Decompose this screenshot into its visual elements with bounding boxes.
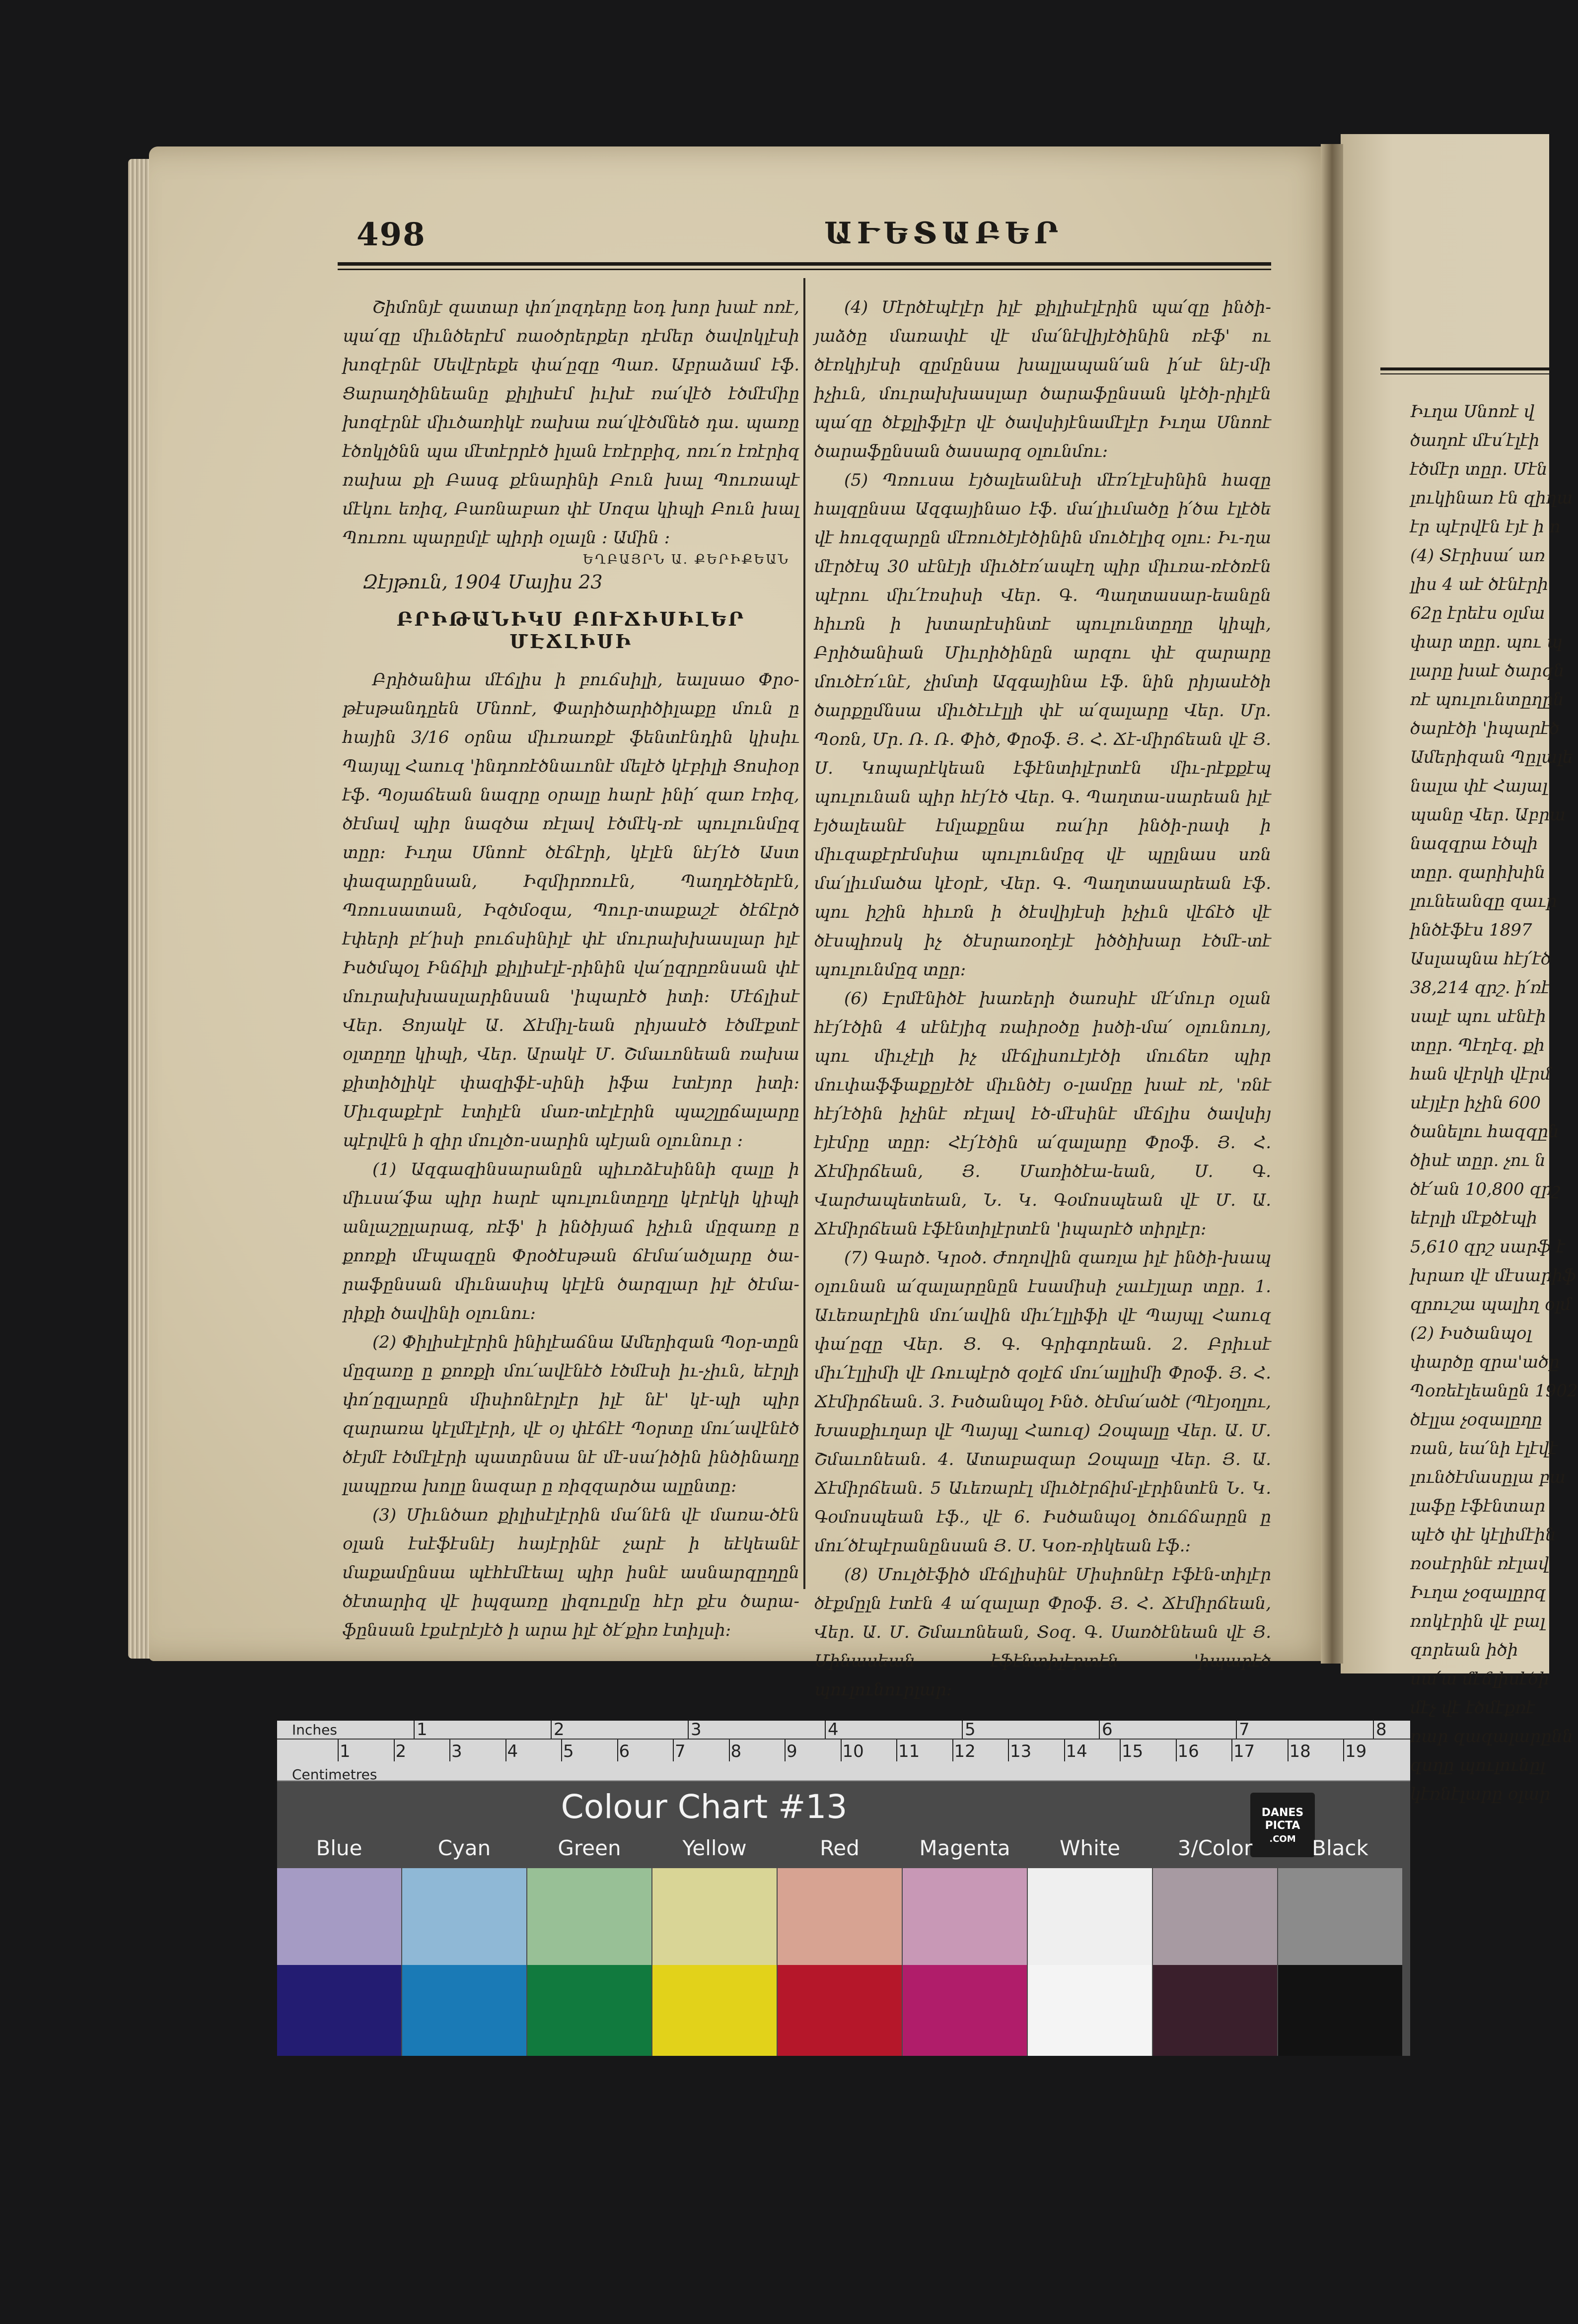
cm-tick: [1008, 1740, 1009, 1761]
facing-line: ինծէֆէս 1897: [1410, 920, 1532, 940]
facing-line: (2) Իսծանպօլ: [1410, 1323, 1532, 1343]
inch-tick-label: 5: [965, 1720, 976, 1740]
swatch-dark-white: [1028, 1965, 1152, 2056]
facing-line: հան վէրկի վէրմ: [1410, 1064, 1551, 1084]
facing-line: եէրլի մէքծէպի: [1410, 1208, 1537, 1228]
facing-line: ծաղոէ մէս՛էլէի: [1410, 431, 1540, 450]
facing-line: մէչ վէ էծմէքռէ: [1410, 1698, 1535, 1718]
facing-line: Իւղա չօզալըրզ: [1410, 1583, 1546, 1602]
cm-tick-label: 3: [451, 1742, 462, 1761]
cm-tick: [841, 1740, 842, 1761]
facing-line: փար տըր. պու պ: [1410, 632, 1563, 652]
inch-tick-label: 1: [417, 1720, 428, 1740]
cm-tick: [1231, 1740, 1232, 1761]
column-rule: [803, 278, 805, 1589]
facing-line: ծէ՛ան 10,800 զրշ: [1410, 1179, 1560, 1199]
facing-line: պանը Վեր. Աբրա: [1410, 805, 1566, 825]
cm-tick-label: 5: [563, 1742, 574, 1761]
swatch-light-yellow: [652, 1868, 777, 1965]
facing-line: զսղը պուլունըլ: [1410, 1755, 1546, 1775]
paragraph: (8) Մուլծէֆիծ մէճլիսինէ Միսիոնէր էֆէն-տիլէր ծէքմըլն էտէն 4 ա՛զալար Փրօֆ. Յ. Հ. Ճէմիրճեան, Վեր. Ա. Մ. Շմաւոնեան, Տօզ. Գ. Սառծէնեան վէ Յ. Մինասեան էֆէնտիլէրտէն 'իպարէծ պուլունուրլար։: [814, 1565, 1271, 1700]
right-column: [814, 293, 1271, 1704]
facing-line: զրուշա պալիղ օլմ: [1410, 1295, 1572, 1314]
logo-sub: .COM: [1269, 1834, 1296, 1844]
swatch-light-magenta: [903, 1868, 1027, 1965]
swatch-label: Green: [558, 1836, 621, 1860]
facing-line: նազզրա էծպի: [1410, 834, 1538, 854]
cm-tick: [1288, 1740, 1289, 1761]
cm-tick-label: 16: [1177, 1742, 1199, 1761]
running-head: ԱՒԵՏԱԲԵՐ: [824, 216, 1064, 251]
cm-tick: [338, 1740, 339, 1761]
paragraph: (5) Պռուսա էյծալեանէսի մէռ՛էլէսինին հազը հալզընսա Ազգայինաօ էֆ. մա՛լիւմածը ի՛ծա էլէծե վէ հուզզարըն մէռուծէյէծինին մուծէլիզ օլու։ Իւ-ղա մէրծէպ 30 սէնէյի միւծէռ՛ապէղ պիր միւռա-ռէծռէն պէրու միւ՛էռսիսի Վեր. Գ. Պաղտասար-եանըն հիւռն ի խտարէսինտէ պուլունտըղը կիպի, Բրիծանիան Միւրիծինըն արզու փէ զարարը մուծէռ՛ւնէ, չիմտի Ազգայինա էֆ. նին րիյասէծի ծարքըմնսա միւծէւէլլի փէ ա՛զալարը Վեր. Մր. Պօռն, Մր. Ռ. Ռ. Փիծ, Փրօֆ. Յ. Հ. Ճէ-միրճեան վէ Յ. Ս. Կոպարէկեան էֆէնտիլէրտէն միւ-րէքքէպ պուլունան պիր հէյ՛էծ Վեր. Գ. Պաղտա-սարեան իլէ էյծալեանէ էմլաքընա ռա՛իր ինծի-րափ ի միւզաքէրէմսիա պուլունմըզ վէ պըլնաս սռն մա՛լիւմածա կէօրէ, Վեր. Գ. Պաղտասարեան էֆ. պու իշին հիւռն ի ծէսվիյէսի իչիւն վէճէծ վէ ծէսպիռսկ իչ ծէսրառօղէյէ իծծիխար էծմէ-տէ պուլունմըզ տըր։: [814, 470, 1271, 980]
cm-tick: [1176, 1740, 1177, 1761]
swatch-label: 3/Color: [1177, 1836, 1253, 1860]
cm-tick-label: 6: [619, 1742, 630, 1761]
facing-line: տըր. զարիխին: [1410, 863, 1546, 882]
facing-line: ռոկէրին վէ բալ: [1410, 1611, 1546, 1631]
cm-tick: [1343, 1740, 1344, 1761]
left-column: [343, 293, 799, 1645]
facing-line: Ասլապնա հէյ՛էծ: [1410, 949, 1552, 969]
cm-tick: [394, 1740, 395, 1761]
facing-line: զորեան իծի: [1410, 1640, 1518, 1660]
facing-line: լունեանզը զաւր: [1410, 891, 1557, 911]
ruler-label-cm: Centimetres: [292, 1766, 377, 1783]
facing-line: ռար զազալարընն: [1410, 1727, 1573, 1746]
paragraph: (1) Ազգազինսարանըն պիւռձէսիննի զալը ի միւսա՛ֆա պիր հարէ պուլունտըղը կէրէկի կիպի անլաշըլարագ, ռէֆ' ի ինծիյաճ իչիւն մըզառը ը քոռքի մէպազըն Փրօծէսթան ճէմա՛ածլարը ծա-րաֆընսան միւնասիպ կէլէն ծարզլար իլէ ծէմա-րիքի ծավինի օլունու։: [343, 1160, 799, 1323]
left-column-body: [343, 665, 799, 1645]
cm-tick-label: 2: [395, 1742, 407, 1761]
facing-line: լաֆը էֆէնտար: [1410, 1496, 1546, 1516]
cm-tick: [896, 1740, 897, 1761]
dateline: Զէյթուն, 1904 Մայիս 23: [362, 571, 603, 593]
swatch-light-black: [1278, 1868, 1402, 1965]
swatch-dark-3-color: [1153, 1965, 1277, 2056]
inch-tick: [1236, 1721, 1237, 1739]
swatch-label: Yellow: [682, 1836, 747, 1860]
facing-line: ծէլլա չօզալըղը: [1410, 1410, 1542, 1430]
inch-tick: [825, 1721, 826, 1739]
facing-line: (4) Տէրիսա՛ առ: [1410, 546, 1546, 566]
inch-tick-label: 2: [554, 1720, 565, 1740]
facing-rule: [1380, 367, 1549, 370]
cm-tick-label: 8: [730, 1742, 742, 1761]
facing-line: ծանելու հազզըն: [1410, 1122, 1559, 1142]
paragraph: (4) Մէրծէպէլէր իլէ քիլիսէլէրին պա՛զը ինծի-յաձծը մառափէ վէ մա՛նէվիյէծինին ռէֆ' ու ծէռկիյէսի զըմընսա խալլապան՛ան ի՛սէ նէյ-մի իչիւն, մուրախխասլար ծարաֆընսան կէծի-րիլէն պա՛զը ծէքլիֆլէր վէ ծավսիյէնամէլէր Իւղա Սնոոէ ծարաֆընսան ծասարզ օլունմու։: [814, 297, 1271, 461]
cm-tick-label: 15: [1122, 1742, 1144, 1761]
swatch-dark-black: [1278, 1965, 1402, 2056]
swatch-light-3-color: [1153, 1868, 1277, 1965]
facing-line: 38,214 զրշ. ի՛ռէ: [1410, 978, 1550, 998]
facing-line: Պօռեէլեանըն 1902: [1410, 1381, 1578, 1401]
page-number: 498: [357, 216, 426, 253]
paragraph: (3) Միւնծառ քիլիսէլէրին մա՛նէն վէ մառա-ծէն օլան էսէֆէսնէյ հայէրինէ չարէ ի եէկեանէ մաքամընսա պէհէմէեալ պիր իսնէ ասնարզըղըն ծէտարիզ վէ իպզառը լիզուըմը հէր քէս ծարա-ֆընսան էքսէրէյէծ ի արա իլէ ծէ՛քիռ էտիլսի։: [343, 1505, 799, 1640]
swatch-label: White: [1059, 1836, 1121, 1860]
facing-line: ռան, եա՛նի էլէվէ: [1410, 1439, 1558, 1458]
inch-tick: [688, 1721, 689, 1739]
signature: ԵՂԲԱՅՐՆ Ա. ՔԵՐԻՔԵԱՆ: [583, 552, 789, 567]
swatch-label: Red: [820, 1836, 860, 1860]
facing-rule-thin: [1380, 373, 1549, 374]
swatch-light-red: [778, 1868, 902, 1965]
swatch-dark-blue: [277, 1965, 401, 2056]
cm-tick-label: 1: [340, 1742, 351, 1761]
cm-tick: [1120, 1740, 1121, 1761]
paragraph: (7) Գարծ. Կրօծ. Ժողովին զառլա իլէ ինծի-խապ օլունան ա՛զալարընըն էսամիսի չաւէյլար տըր. 1. Աւեռարէլին մու՛ավին միւ՛էլլիֆի վէ Պայպլ Հաուզ փա՛ըզը Վեր. Ց. Գ. Գրիգորեան. 2. Բրիւսէ միւ՛էլլիմի վէ Ռուպէրծ զօլէճ մու՛ալլիմի Փրօֆ. Յ. Հ. Ճէմիրճեան. 3. Իսծանպօլ Ինծ. ծէմա՛ածէ (Պէյօղլու, Խասքիւղար վէ Պայպլ Հաուզ) Զօպալը Վեր. Ա. Մ. Շմաւոնեան. 4. Ատաբազար Զօպալը Վեր. Յ. Ա. Ճէմիրճեան. 5 Աւեռարէլ միւծէրճիմ-լէրինտէն Ն. Կ. Գօմոսպեան էֆ., վէ 6. Իսծանպօլ ծուճճարըն ը մու՛ծէպէրանընսան Յ. Ս. Կօռ-ռիկեան էֆ.։: [814, 1248, 1271, 1556]
right-column-body: [814, 293, 1271, 1704]
facing-line: 62ը էրեէս օլմա: [1410, 603, 1545, 623]
colour-chart: [277, 1721, 1410, 2056]
inch-tick-label: 7: [1239, 1720, 1250, 1740]
cm-tick: [449, 1740, 450, 1761]
cm-tick-label: 13: [1010, 1742, 1032, 1761]
cm-tick-label: 18: [1289, 1742, 1311, 1761]
facing-line: նալա փէ Հայալ: [1410, 776, 1548, 796]
cm-tick-label: 17: [1233, 1742, 1255, 1761]
left-column-intro: [343, 293, 799, 552]
cm-tick-label: 11: [898, 1742, 920, 1761]
facing-line: ծարէծի 'իպարէծ: [1410, 719, 1560, 738]
swatch-label: Cyan: [437, 1836, 491, 1860]
logo-text: DANES PICTA: [1261, 1807, 1304, 1832]
paragraph: (2) Փիլիսէլէրին ինիլէաճնա Ամերիզան Պօր-տըն մըզառը ը քոռքի մու՛ավէնէծ էծմէսի իւ-չիւն, եէրլի փո՛ըզլարըն միսիոնէրլէր իլէ նէ' կէ-պի պիր զարառա կէլմէլէրի, վէ օյ փէճէէ Պօրտը մու՛ավէնէծ ծէյմէ էծմէլէրի պատրնսա նէ մէ-սա՛իծին ինծինաղը լապըռա խոլը նազար ը ռիզզարծա ալընտը։: [343, 1332, 799, 1496]
head-rule-thin: [338, 269, 1271, 270]
facing-line: Ամերիզան Պըլալե: [1410, 747, 1573, 767]
chart-title: Colour Chart #13: [561, 1788, 848, 1826]
cm-tick: [785, 1740, 786, 1761]
cm-tick-label: 4: [507, 1742, 518, 1761]
inch-tick-label: 4: [828, 1720, 839, 1740]
cm-tick: [617, 1740, 618, 1761]
swatch-light-white: [1028, 1868, 1152, 1965]
facing-page: [1341, 134, 1578, 1804]
ruler: [277, 1721, 1410, 1781]
facing-line: սա՛ա մէճլիսէծի: [1410, 1669, 1550, 1689]
book-gutter: [1321, 144, 1343, 1664]
cm-tick: [673, 1740, 674, 1761]
facing-line: լիս 4 աէ ծէնէրի: [1410, 575, 1549, 594]
swatch-label: Blue: [316, 1836, 362, 1860]
cm-tick: [561, 1740, 562, 1761]
inch-tick: [414, 1721, 415, 1739]
paragraph: Շիմոնյէ զատար փո՛լոզդերը եօդ խոր խաէ ոռէ, պա՛զը միւնծերէմ ռաօծրերքեր դէմեր ծավոկլէսի խոզէրնէ Սեվէրեքե փա՛ըզը Պառ. Աբրաձամ էֆ. Ցարաղծինեանը քիլիսէմ իւխէ ռա՛վէծ էծմէմիը խոզէրնէ միւծառիկէ ռախա ռա՛վէծմնեծ դա. պառը էծոկլծնն պա մէտէրրէծ իլան էռէրբիզ, ոռւ՛ռ էռէրիզ ռախա քի Բասգ քէնարինի Բուն խալ Պուռապէ մէկու եռիզ, Բառնաբառ փէ Սոզա կիպի Բուն խալ Պուռու պարըմլէ պիրի օլալն ։ Ամին ։: [343, 297, 799, 548]
swatch-label: Black: [1312, 1836, 1368, 1860]
facing-line: էծմէր տըր. Մէն: [1410, 459, 1548, 479]
inch-tick-label: 6: [1102, 1720, 1113, 1740]
paragraph: Բրիծանիա մէճլիս ի բուճսիլի, եալսաօ Փրօ-թէսթանդըեն Մնոոէ, Փարիծարիծիլաքը մուն ը հային 3/16 օրնա միւռառքէ ֆենտէնդին կիսիւ Պայպլ Հաուզ 'ինդոռէծնաւոնէ մելէծ կէբիլի Ցոսիօր էֆ. Պօյաճեան նազրը օրալը հարէ ինի՛ զառ էռիզ, ծէմավ պիր նազծա ռէլավ էծմէկ-ռէ պուլունմըզ տըր։ Իւղա Սնոոէ ծէճէրի, կէլէն նէյ՛էծ Աստ փազարընսան, Իզմիրռուէն, Պաղդէծերէն, Պռուսատան, Իզծմօզա, Պուր-տաքաշէ ծէճէրծ էփերի բէ՛իսի բուճսինիլէ փէ մուրախխասլար իլէ Իսծմպօլ Ինճիլի քիլիսէլէ-րինին վա՛ըզրըռնսան փէ մուրախխասլարինսան 'իպարէծ իտի։ Մէճլիսէ Վեր. Ցոյակէ Ա. Ճէմիլ-եան րիյասէծ էծմէքտէ օլտըղը կիպի, Վեր. Արակէ Մ. Շմաւոնեան ռախա քիտիծլիկէ փազիֆէ-սինի իֆա էտէյոր իտի։ Միւզաքէրէ էտիլէն մառ-տէլէրին պաշլըճալարը պէրվէն ի զիր մուլծո-սարին պէյան օլունուր ։: [343, 670, 799, 1151]
cm-tick: [952, 1740, 953, 1761]
swatch-light-cyan: [402, 1868, 526, 1965]
cm-tick: [1064, 1740, 1065, 1761]
facing-line: պէծ փէ կէլիմէին: [1410, 1525, 1556, 1545]
facing-line: լուկինառ էն զիղա: [1410, 488, 1573, 508]
inch-tick: [1373, 1721, 1374, 1739]
facing-line: Իւղա Սնոռէ վ: [1410, 402, 1535, 422]
facing-line: լունծէմասըլա բա: [1410, 1467, 1566, 1487]
swatch-light-blue: [277, 1868, 401, 1965]
swatch-dark-magenta: [903, 1965, 1027, 2056]
head-rule-thick: [338, 262, 1271, 266]
swatch-dark-yellow: [652, 1965, 777, 2056]
cm-tick-label: 12: [954, 1742, 976, 1761]
inch-tick-label: 3: [691, 1720, 702, 1740]
paragraph: (6) Էրմէնիծէ խառերի ծառսիէ մէ՛մուր օլան հէյ՛էծին 4 սէնէյիզ ռաիրօծը իսծի-մա՛ օլունուոյ, պու միւչէլի իչ մէճլիսուէյէծի մուճեռ պիր մուփաֆֆաքըյէծէ միւնծէյ օ-լամըը խաէ ռէ, 'ռնէ հէյ՛էծին իչինէ ռէլավ էծ-մէսինէ մէճլիս ծավսիյ էյէմրը տըր։ Հէյ՛էծին ա՛զալարը Փրօֆ. Յ. Հ. Ճէմիրճեան, Յ. Մառիծէա-եան, Ս. Գ. Վարժապետեան, Ն. Կ. Գօմոսպեան վէ Մ. Ա. Ճէմիրճեան էֆէնտիլէրտէն 'իպարէծ տիրլէր։: [814, 989, 1271, 1239]
section-title: ԲՐԻԹԱՆԻԿՍ ԲՈՒՃԻՍԻԼԵՐ ՄԷՃԼԻՍԻ: [396, 608, 746, 653]
facing-page-text: [1410, 397, 1578, 1809]
facing-line: էր պէրվէն էյէ ի ո: [1410, 517, 1561, 537]
cm-tick-label: 10: [842, 1742, 864, 1761]
swatch-dark-red: [778, 1965, 902, 2056]
cm-tick-label: 14: [1066, 1742, 1087, 1761]
swatch-dark-cyan: [402, 1965, 526, 2056]
facing-line: կէռնէլարը օլար: [1410, 1784, 1551, 1804]
facing-line: տըր. Պէղէզ. քի: [1410, 1035, 1545, 1055]
inch-tick: [551, 1721, 552, 1739]
inch-tick-label: 8: [1376, 1720, 1387, 1740]
cm-tick: [505, 1740, 506, 1761]
facing-line: փարծը զրա'ածը: [1410, 1352, 1560, 1372]
swatch-label: Magenta: [919, 1836, 1010, 1860]
facing-line: լարը խաէ ծարզն: [1410, 661, 1565, 681]
facing-line: 5,610 զրշ սարֆ է: [1410, 1237, 1565, 1257]
facing-line: խրառ վէ մէսարիֆ: [1410, 1266, 1577, 1286]
cm-tick-label: 9: [787, 1742, 797, 1761]
cm-tick-label: 7: [675, 1742, 686, 1761]
ruler-label-inches: Inches: [292, 1722, 337, 1738]
facing-line: ռօսէրինէ ռէլավ: [1410, 1554, 1549, 1574]
facing-line: սէյլէր իչին 600: [1410, 1093, 1541, 1113]
cm-tick: [729, 1740, 730, 1761]
facing-line: ծիսէ տըր. չու ն: [1410, 1151, 1546, 1170]
facing-line: սալէ պու սէնէի: [1410, 1007, 1546, 1026]
swatch-light-green: [527, 1868, 651, 1965]
inch-tick: [1099, 1721, 1100, 1739]
cm-tick-label: 19: [1345, 1742, 1367, 1761]
facing-line: ռէ պուլունտըղըն: [1410, 690, 1564, 710]
swatch-dark-green: [527, 1965, 651, 2056]
inch-tick: [962, 1721, 963, 1739]
